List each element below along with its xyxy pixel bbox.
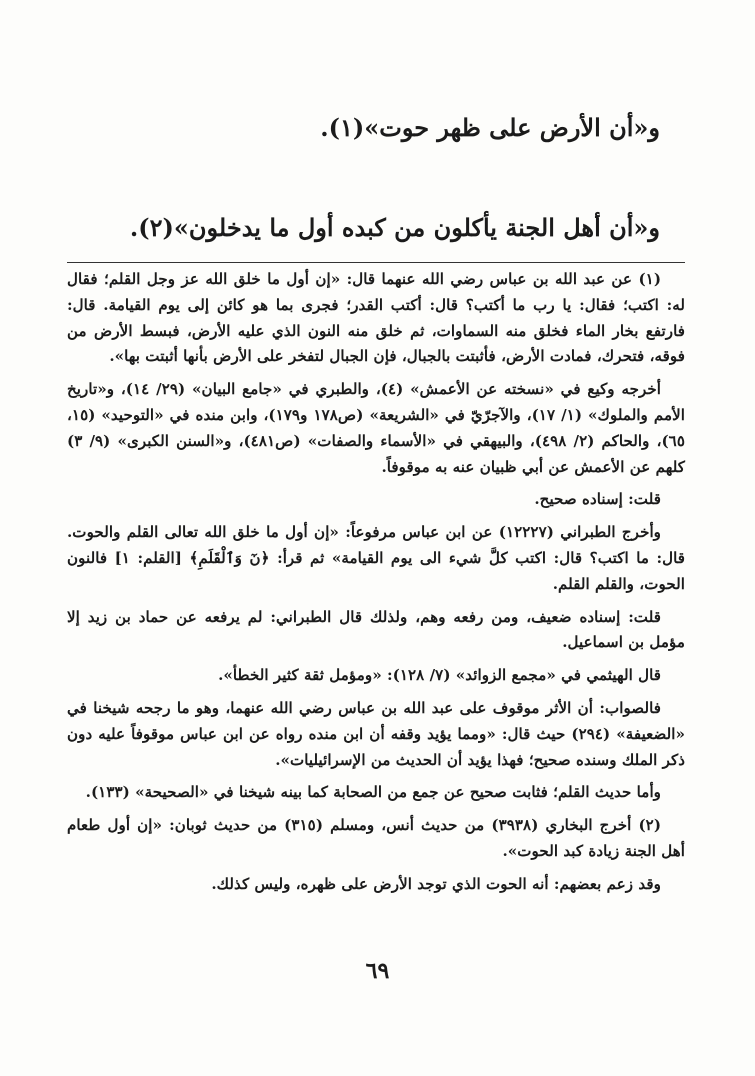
footnote-1-weakness: قلت: إسناده ضعيف، ومن رفعه وهم، ولذلك قال الطبراني: لم يرفعه عن حماد بن زيد إلا مؤمل بن اسماعيل.: [67, 607, 685, 652]
footnote-1-takhrij: أخرجه وكيع في «نسخته عن الأعمش» (٤)، والطبري في «جامع البيان» (٢٩/ ١٤)، و«تاريخ الأمم والملوك» (١/ ١٧)، والآجرّيّ في «الشريعة» (ص١٧٨ و١٧٩)، وابن منده في «التوحيد» (١٥، ٦٥)، والحاكم (٢/ ٤٩٨)، والبيهقي في «الأسماء والصفات» (ص٤٨١)، و«السنن الكبرى» (٩/ ٣) كلهم عن الأعمش عن أبي ظبيان عنه به موقوفاً.: [67, 380, 685, 476]
footnotes-section: [67, 267, 685, 898]
footnote-1-text: (١) عن عبد الله بن عباس رضي الله عنهما قال: «إن أول ما خلق الله عز وجل القلم؛ فقال له: اكتب؛ فقال: يا رب ما أكتب؟ قال: أكتب القدر؛ فجرى بما هو كائن إلى يوم القيامة. قال: فارتفع بخار الماء فخلق منه السماوات، ثم خلق منه النون الذي عليه الأرض، فبسط الأرض من فوقه، فتحرك، فمادت الأرض، فأثبتت بالجبال، فإن الجبال لتفخر على الأرض بأنها أثبتت بها».: [67, 270, 685, 366]
footnote-1-tabarani: وأخرج الطبراني (١٢٢٢٧) عن ابن عباس مرفوعاً: «إن أول ما خلق الله تعالى القلم والحوت. قال: ما اكتب؟ قال: اكتب كلَّ شيء الى يوم القيامة» ثم قرأ: ﴿نٓ وَٱلْقَلَمِ﴾ [القلم: ١] فالنون الحوت، والقلم القلم.: [67, 523, 685, 593]
footnote-2-comment: وقد زعم بعضهم: أنه الحوت الذي توجد الأرض على ظهره، وليس كذلك.: [211, 874, 661, 893]
footnote-divider: [67, 262, 685, 263]
main-text-line-1: و«أن الأرض على ظهر حوت»(١).: [320, 113, 660, 142]
footnote-1-qalam-hadith: وأما حديث القلم؛ فثابت صحيح عن جمع من الصحابة كما بينه شيخنا في «الصحيحة» (١٣٣).: [85, 783, 661, 802]
footnote-1-ruling: قلت: إسناده صحيح.: [534, 490, 661, 509]
footnote-1-conclusion: فالصواب: أن الأثر موقوف على عبد الله بن عباس رضي الله عنهما، وهو ما رجحه شيخنا في «الضعيفة» (٢٩٤) حيث قال: «ومما يؤيد وقفه أن ابن منده رواه عن ابن عباس موقوفاً عليه دون ذكر الملك وسنده صحيح؛ فهذا يؤيد أن الحديث من الإسرائيليات».: [67, 698, 686, 769]
footnote-2-text: (٢) أخرج البخاري (٣٩٣٨) من حديث أنس، ومسلم (٣١٥) من حديث ثوبان: «إن أول طعام أهل الجنة زيادة كبد الحوت».: [67, 816, 685, 860]
footnote-1-haythami: قال الهيثمي في «مجمع الزوائد» (٧/ ١٢٨): «ومؤمل ثقة كثير الخطأ».: [218, 666, 661, 685]
main-text-line-2: و«أن أهل الجنة يأكلون من كبده أول ما يدخلون»(٢).: [129, 213, 660, 242]
page-number: ٦٩: [365, 958, 390, 984]
